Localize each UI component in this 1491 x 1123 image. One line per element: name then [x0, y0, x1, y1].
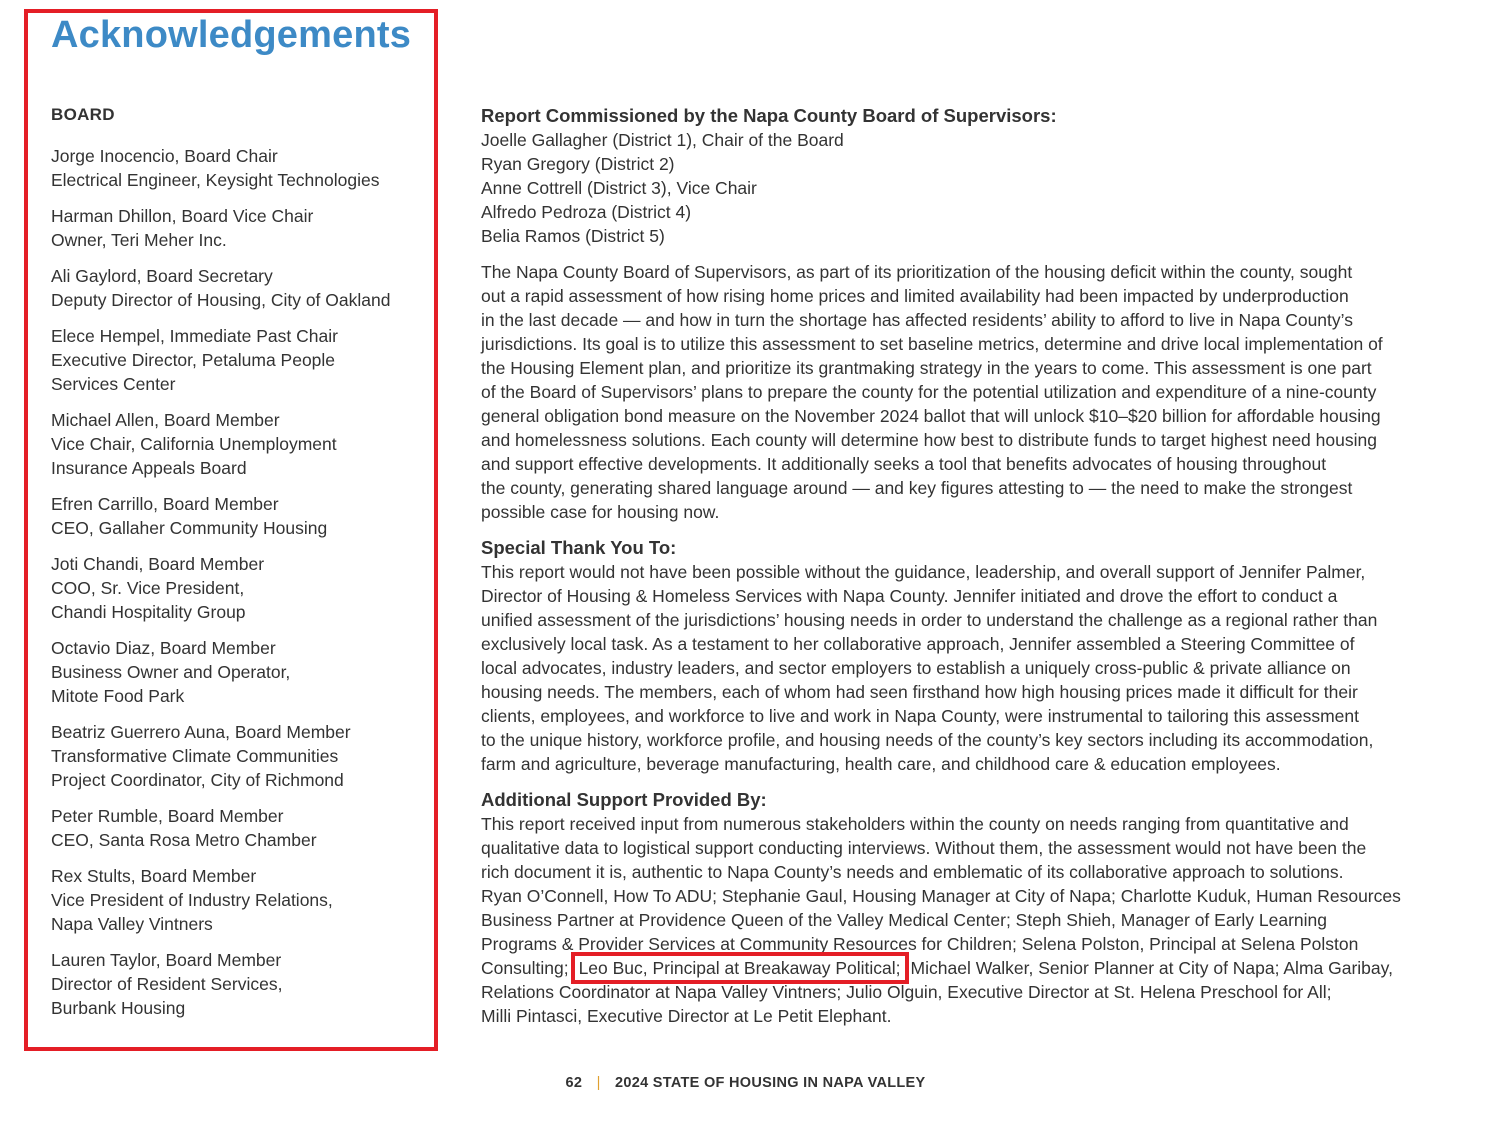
highlighted-contributor: Leo Buc, Principal at Breakaway Political;: [571, 952, 909, 984]
supervisor-list: [481, 128, 1451, 248]
member-name-role: Efren Carrillo, Board Member: [51, 494, 279, 514]
paragraph-line: the Housing Element plan, and prioritize its grantmaking strategy in the years to come. This assessment is one part: [481, 358, 1372, 378]
paragraph-line: and homelessness solutions. Each county will determine how best to distribute funds to target highest need housing: [481, 430, 1377, 450]
acknowledgements-body: [481, 104, 1451, 1028]
commissioned-paragraph: [481, 260, 1451, 524]
paragraph-line: The Napa County Board of Supervisors, as part of its prioritization of the housing deficit within the county, sought: [481, 262, 1353, 282]
paragraph-line: qualitative data to logistical support conducting interviews. Without them, the assessment would not have been the: [481, 838, 1367, 858]
member-affiliation: Deputy Director of Housing, City of Oakland: [51, 290, 391, 310]
board-member: [51, 204, 421, 252]
board-member: [51, 720, 421, 792]
member-name-role: Ali Gaylord, Board Secretary: [51, 266, 273, 286]
member-affiliation: Chandi Hospitality Group: [51, 602, 246, 622]
page-number: 62: [565, 1075, 583, 1091]
paragraph-line: and support effective developments. It additionally seeks a tool that benefits advocates of housing throughout: [481, 454, 1327, 474]
member-name-role: Jorge Inocencio, Board Chair: [51, 146, 278, 166]
member-name-role: Rex Stults, Board Member: [51, 866, 257, 886]
member-affiliation: Napa Valley Vintners: [51, 914, 213, 934]
paragraph-line: the county, generating shared language around — and key figures attesting to — the need to make the strongest: [481, 478, 1353, 498]
member-affiliation: Director of Resident Services,: [51, 974, 283, 994]
paragraph-line: rich document it is, authentic to Napa County’s needs and emblematic of its collaborative approach to solutions.: [481, 862, 1344, 882]
member-affiliation: Mitote Food Park: [51, 686, 185, 706]
additional-support-tail: [481, 980, 1451, 1028]
special-thanks-paragraph: [481, 560, 1451, 776]
paragraph-line: farm and agriculture, beverage manufacturing, health care, and childhood care & education employees.: [481, 754, 1281, 774]
member-affiliation: Transformative Climate Communities: [51, 746, 339, 766]
member-affiliation: Insurance Appeals Board: [51, 458, 247, 478]
paragraph-line: clients, employees, and workforce to live and work in Napa County, were instrumental to tailoring this assessment: [481, 706, 1359, 726]
report-title: 2024 STATE OF HOUSING IN NAPA VALLEY: [614, 1075, 926, 1091]
paragraph-line: Director of Housing & Homeless Services with Napa County. Jennifer initiated and drove the effort to conduct a: [481, 586, 1338, 606]
member-name-role: Harman Dhillon, Board Vice Chair: [51, 206, 314, 226]
board-member-list: [51, 144, 421, 1032]
special-thanks-heading: Special Thank You To:: [481, 537, 677, 558]
member-affiliation: Owner, Teri Meher Inc.: [51, 230, 227, 250]
member-affiliation: Project Coordinator, City of Richmond: [51, 770, 344, 790]
paragraph-line: exclusively local task. As a testament to her collaborative approach, Jennifer assembled a Steering Committee of: [481, 634, 1355, 654]
supervisor-entry: Anne Cottrell (District 3), Vice Chair: [481, 178, 757, 198]
paragraph-line: This report would not have been possible without the guidance, leadership, and overall support of Jennifer Palmer,: [481, 562, 1366, 582]
board-member: [51, 552, 421, 624]
paragraph-line: to the unique history, workforce profile, and housing needs of the county’s key sectors including its accommodation,: [481, 730, 1374, 750]
additional-support-heading: Additional Support Provided By:: [481, 789, 767, 810]
member-name-role: Joti Chandi, Board Member: [51, 554, 265, 574]
highlight-before: Consulting;: [481, 958, 569, 978]
member-affiliation: Vice President of Industry Relations,: [51, 890, 333, 910]
highlight-after: Michael Walker, Senior Planner at City of Napa; Alma Garibay,: [910, 958, 1393, 978]
footer-separator: |: [596, 1075, 601, 1091]
page-title: Acknowledgements: [51, 14, 412, 56]
board-member: [51, 492, 421, 540]
paragraph-line: local advocates, industry leaders, and sector employers to establish a uniquely cross-public & private alliance on: [481, 658, 1351, 678]
board-member: [51, 636, 421, 708]
additional-support-paragraph: [481, 812, 1451, 956]
paragraph-line: This report received input from numerous stakeholders within the county on needs ranging from quantitative and: [481, 814, 1349, 834]
member-name-role: Peter Rumble, Board Member: [51, 806, 284, 826]
supervisor-entry: Belia Ramos (District 5): [481, 226, 665, 246]
member-affiliation: CEO, Gallaher Community Housing: [51, 518, 328, 538]
member-affiliation: Services Center: [51, 374, 176, 394]
paragraph-line: Milli Pintasci, Executive Director at Le Petit Elephant.: [481, 1006, 892, 1026]
board-member: [51, 804, 421, 852]
paragraph-line: possible case for housing now.: [481, 502, 720, 522]
board-member: [51, 144, 421, 192]
board-member: [51, 324, 421, 396]
paragraph-line: Relations Coordinator at Napa Valley Vintners; Julio Olguin, Executive Director at St. Helena Preschool for All;: [481, 982, 1332, 1002]
paragraph-line: Programs & Provider Services at Community Resources for Children; Selena Polston, Principal at Selena Polston: [481, 934, 1359, 954]
paragraph-line: in the last decade — and how in turn the shortage has affected residents’ ability to afford to live in Napa County’s: [481, 310, 1353, 330]
board-member: [51, 948, 421, 1020]
paragraph-line: general obligation bond measure on the November 2024 ballot that will unlock $10–$20 billion for affordable housing: [481, 406, 1381, 426]
member-affiliation: Burbank Housing: [51, 998, 186, 1018]
member-affiliation: Executive Director, Petaluma People: [51, 350, 336, 370]
paragraph-line: unified assessment of the jurisdictions’ housing needs in order to understand the challenge as a regional rather than: [481, 610, 1378, 630]
special-thanks-section: [481, 536, 1451, 776]
board-member: [51, 264, 421, 312]
member-affiliation: Business Owner and Operator,: [51, 662, 291, 682]
page-footer: [0, 1075, 1491, 1091]
paragraph-line: of the Board of Supervisors’ plans to prepare the county for the potential utilization and expenditure of a nine-county: [481, 382, 1377, 402]
member-affiliation: CEO, Santa Rosa Metro Chamber: [51, 830, 317, 850]
paragraph-line: out a rapid assessment of how rising home prices and limited availability had been impacted by underproduction: [481, 286, 1349, 306]
member-affiliation: Vice Chair, California Unemployment: [51, 434, 337, 454]
member-name-role: Michael Allen, Board Member: [51, 410, 280, 430]
paragraph-line: Ryan O’Connell, How To ADU; Stephanie Gaul, Housing Manager at City of Napa; Charlotte Kuduk, Human Resources: [481, 886, 1401, 906]
commissioned-heading: Report Commissioned by the Napa County Board of Supervisors:: [481, 105, 1057, 126]
supervisor-entry: Ryan Gregory (District 2): [481, 154, 675, 174]
member-name-role: Elece Hempel, Immediate Past Chair: [51, 326, 338, 346]
paragraph-line-highlighted: [481, 956, 1451, 980]
board-heading: BOARD: [51, 105, 115, 124]
additional-support-section: [481, 788, 1451, 1028]
paragraph-line: Business Partner at Providence Queen of the Valley Medical Center; Steph Shieh, Manager of Early Learning: [481, 910, 1327, 930]
member-affiliation: Electrical Engineer, Keysight Technologies: [51, 170, 380, 190]
member-name-role: Octavio Diaz, Board Member: [51, 638, 276, 658]
board-member: [51, 864, 421, 936]
paragraph-line: jurisdictions. Its goal is to utilize this assessment to set baseline metrics, determine and drive local implementation of: [481, 334, 1383, 354]
member-name-role: Lauren Taylor, Board Member: [51, 950, 282, 970]
commissioned-section: [481, 104, 1451, 524]
member-affiliation: COO, Sr. Vice President,: [51, 578, 245, 598]
member-name-role: Beatriz Guerrero Auna, Board Member: [51, 722, 351, 742]
board-member: [51, 408, 421, 480]
paragraph-line: housing needs. The members, each of whom had seen firsthand how high housing prices made it difficult for their: [481, 682, 1358, 702]
supervisor-entry: Alfredo Pedroza (District 4): [481, 202, 692, 222]
supervisor-entry: Joelle Gallagher (District 1), Chair of the Board: [481, 130, 844, 150]
